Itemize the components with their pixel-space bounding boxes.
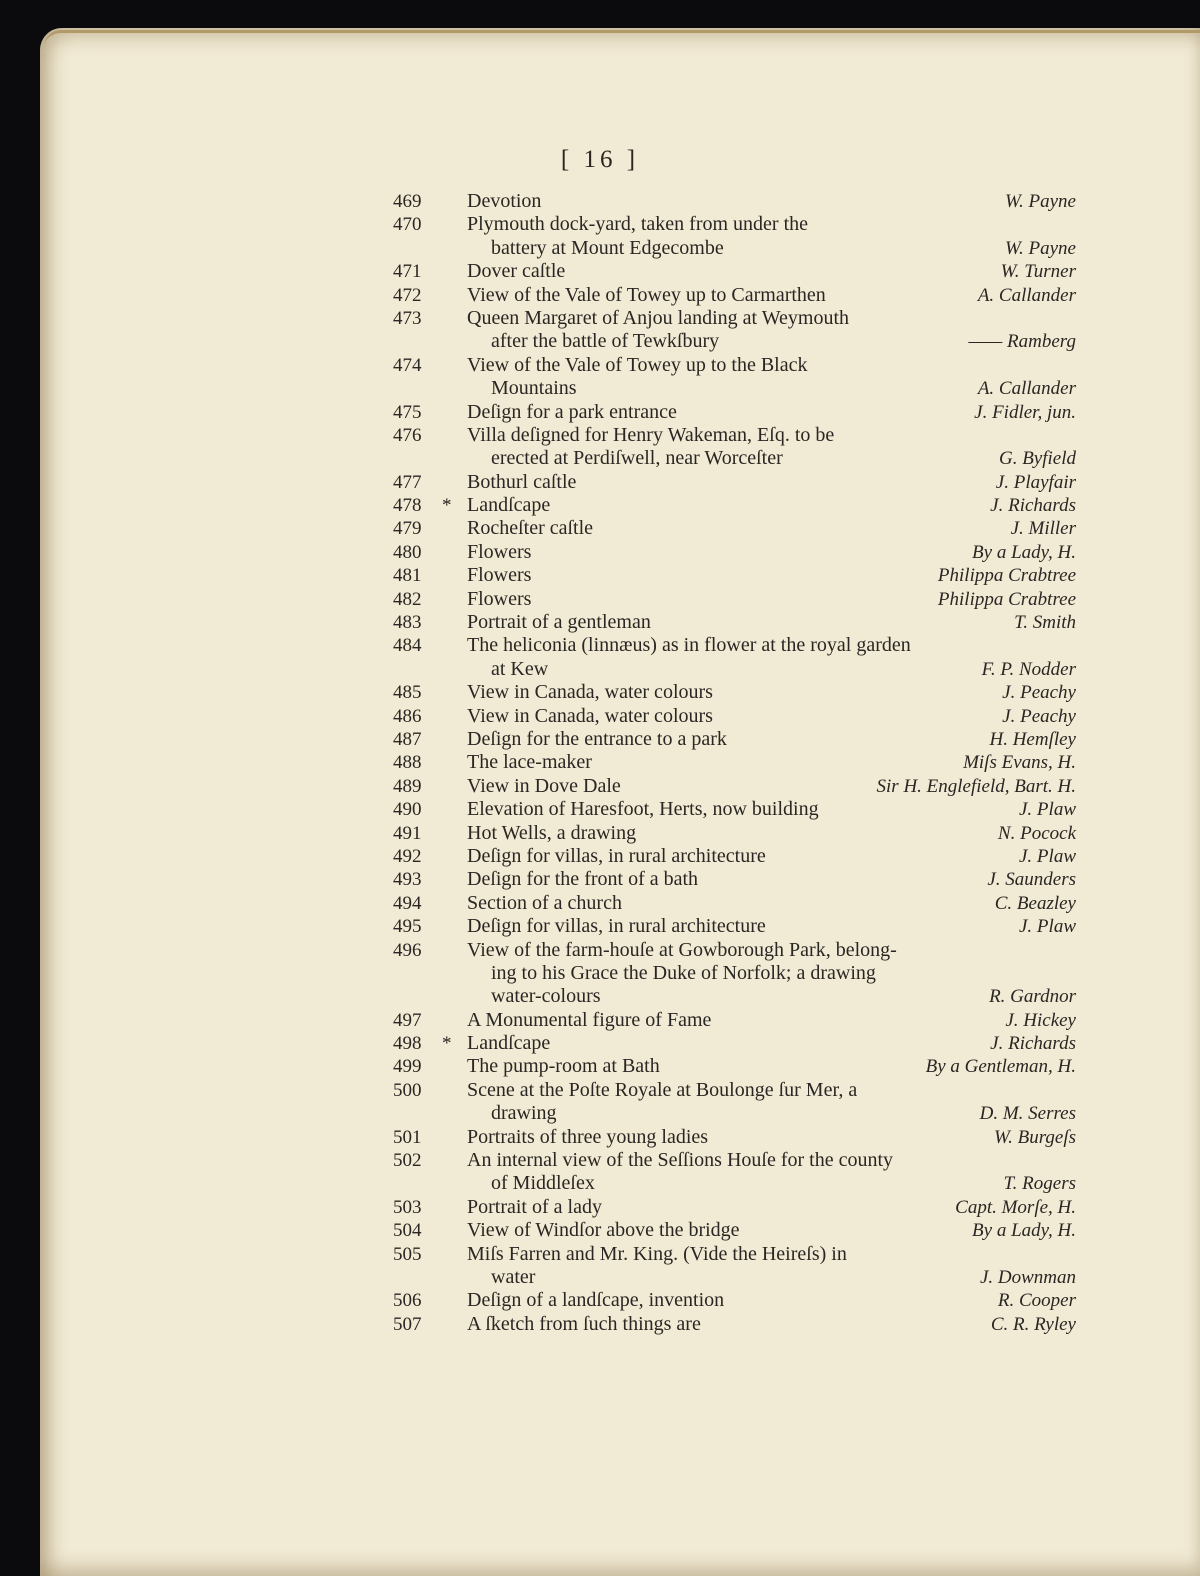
entry-artist: By a Lady, H. [972, 1220, 1076, 1242]
entry-artist: J. Saunders [987, 869, 1076, 891]
entry-number: 478 [393, 495, 422, 517]
entry-number: 472 [393, 284, 422, 306]
entry-number: 476 [393, 424, 422, 446]
entry-title: Villa deſigned for Henry Wakeman, Eſq. to be [467, 423, 835, 446]
entry-title: Deſign for the front of a bath [467, 868, 699, 891]
entry-title: at Kew [491, 657, 549, 680]
entry-line [0, 915, 1200, 938]
entry-number: 485 [393, 682, 422, 704]
catalogue-entry [0, 517, 1200, 540]
entry-title: ing to his Grace the Duke of Norfolk; a drawing [491, 961, 876, 984]
entry-number: 474 [393, 354, 422, 376]
entry-line [0, 1055, 1200, 1078]
entry-line [0, 798, 1200, 821]
entry-line [0, 822, 1200, 845]
catalogue-entry [0, 892, 1200, 915]
entry-number: 482 [393, 588, 422, 610]
entry-number: 477 [393, 471, 422, 493]
entry-number: 506 [393, 1290, 422, 1312]
entry-number: 490 [393, 799, 422, 821]
entry-number: 507 [393, 1313, 422, 1335]
entry-title: View of the Vale of Towey up to Carmarthen [467, 283, 826, 306]
entry-artist: J. Peachy [1002, 682, 1076, 704]
catalogue-entry [0, 1149, 1200, 1196]
entry-title: of Middleſex [491, 1172, 595, 1195]
entry-number: 494 [393, 892, 422, 914]
catalogue-entry [0, 751, 1200, 774]
entry-title: Flowers [467, 587, 532, 610]
entry-artist: C. R. Ryley [990, 1313, 1076, 1335]
entry-number: 502 [393, 1150, 422, 1172]
catalogue-entry [0, 845, 1200, 868]
entry-line [0, 401, 1200, 424]
catalogue-entry [0, 190, 1200, 213]
entry-number: 503 [393, 1196, 422, 1218]
catalogue-entry [0, 915, 1200, 938]
entry-line [0, 985, 1200, 1008]
catalogue-entry [0, 564, 1200, 587]
entry-artist: C. Beazley [994, 892, 1076, 914]
entry-number: 484 [393, 635, 422, 657]
entry-artist: J. Fidler, jun. [974, 401, 1076, 423]
entry-line [0, 751, 1200, 774]
entry-number: 497 [393, 1009, 422, 1031]
catalogue-entry [0, 1009, 1200, 1032]
entry-line [0, 634, 1200, 657]
catalogue-entry [0, 1055, 1200, 1078]
entry-line [0, 939, 1200, 962]
entry-line [0, 541, 1200, 564]
catalogue-entry [0, 822, 1200, 845]
catalogue-entry [0, 401, 1200, 424]
entry-number: 495 [393, 916, 422, 938]
entry-title: Scene at the Poſte Royale at Boulonge ſur Mer, a [467, 1078, 858, 1101]
entry-title: The lace-maker [467, 751, 592, 774]
entry-title: Rocheſter caſtle [467, 517, 594, 540]
catalogue-entry [0, 1126, 1200, 1149]
entry-artist: J. Miller [1010, 518, 1076, 540]
entry-artist: J. Downman [979, 1266, 1076, 1288]
entry-number: 499 [393, 1056, 422, 1078]
entry-line [0, 1009, 1200, 1032]
entry-title: Flowers [467, 540, 532, 563]
entry-title: Elevation of Haresfoot, Herts, now building [467, 798, 819, 821]
entry-artist: By a Lady, H. [972, 541, 1076, 563]
entry-artist: J. Richards [990, 1033, 1076, 1055]
catalogue-entry [0, 775, 1200, 798]
entry-number: 471 [393, 261, 422, 283]
entry-line [0, 728, 1200, 751]
entry-artist: R. Gardnor [989, 986, 1076, 1008]
entry-line [0, 1032, 1200, 1055]
entry-artist: J. Richards [990, 495, 1076, 517]
entry-line [0, 1079, 1200, 1102]
catalogue-entry [0, 471, 1200, 494]
catalogue-entry [0, 541, 1200, 564]
entry-title: Mountains [491, 377, 577, 400]
entry-line [0, 775, 1200, 798]
catalogue-entry [0, 798, 1200, 821]
catalogue-entry [0, 1196, 1200, 1219]
entry-line [0, 1149, 1200, 1172]
entry-line [0, 517, 1200, 540]
entry-number: 481 [393, 565, 422, 587]
entry-artist: Miſs Evans, H. [963, 752, 1076, 774]
entry-number: 501 [393, 1126, 422, 1148]
entry-star-mark: * [442, 1033, 452, 1055]
entry-title: The heliconia (linnæus) as in flower at the royal garden [467, 634, 911, 657]
catalogue-entry [0, 939, 1200, 1009]
entry-artist: J. Peachy [1002, 705, 1076, 727]
entry-line [0, 1172, 1200, 1195]
entry-number: 504 [393, 1220, 422, 1242]
entry-line [0, 284, 1200, 307]
entry-line [0, 1196, 1200, 1219]
entry-number: 483 [393, 612, 422, 634]
entry-title: Hot Wells, a drawing [467, 821, 637, 844]
catalogue-entry [0, 213, 1200, 260]
entry-title: Landſcape [467, 1032, 551, 1055]
entry-artist: T. Rogers [1003, 1173, 1076, 1195]
entry-title: Deſign for a park entrance [467, 400, 677, 423]
entry-artist: W. Turner [1000, 261, 1076, 283]
entry-title: View of the farm-houſe at Gowborough Park, belong- [467, 938, 897, 961]
entry-artist: Capt. Morſe, H. [955, 1196, 1076, 1218]
entry-number: 469 [393, 191, 422, 212]
page-edge [44, 30, 1200, 47]
entry-title: The pump-room at Bath [467, 1055, 660, 1078]
entry-star-mark: * [442, 495, 452, 517]
entry-artist: T. Smith [1014, 612, 1076, 634]
entry-number: 500 [393, 1079, 422, 1101]
entry-number: 489 [393, 775, 422, 797]
entry-title: View in Canada, water colours [467, 681, 713, 704]
entry-number: 486 [393, 705, 422, 727]
entry-line [0, 705, 1200, 728]
catalogue-list [0, 190, 1200, 1336]
entry-line [0, 447, 1200, 470]
entry-title: Flowers [467, 564, 532, 587]
catalogue-entry [0, 588, 1200, 611]
entry-artist: H. Hemſley [989, 728, 1076, 750]
entry-line [0, 588, 1200, 611]
entry-line [0, 190, 1200, 213]
catalogue-entry [0, 307, 1200, 354]
catalogue-entry [0, 1032, 1200, 1055]
entry-artist: A. Callander [977, 284, 1076, 306]
catalogue-entry [0, 868, 1200, 891]
entry-artist: J. Plaw [1019, 799, 1076, 821]
entry-line [0, 564, 1200, 587]
entry-title: Portrait of a lady [467, 1195, 602, 1218]
entry-title: battery at Mount Edgecombe [491, 236, 724, 259]
entry-title: water-colours [491, 985, 601, 1008]
entry-line [0, 845, 1200, 868]
catalogue-entry [0, 681, 1200, 704]
entry-title: View in Dove Dale [467, 774, 621, 797]
entry-title: Deſign for villas, in rural architecture [467, 844, 766, 867]
catalogue-entry [0, 260, 1200, 283]
entry-artist: R. Cooper [997, 1290, 1076, 1312]
entry-artist: —— Ramberg [968, 331, 1076, 353]
entry-title: Bothurl caſtle [467, 470, 577, 493]
entry-number: 492 [393, 845, 422, 867]
catalogue-entry [0, 1079, 1200, 1126]
entry-title: after the battle of Tewkſbury [491, 330, 720, 353]
catalogue-entry [0, 634, 1200, 681]
catalogue-entry [0, 424, 1200, 471]
entry-title: Landſcape [467, 494, 551, 517]
entry-number: 480 [393, 541, 422, 563]
entry-artist: Sir H. Englefield, Bart. H. [876, 775, 1076, 797]
entry-line [0, 962, 1200, 985]
catalogue-entry [0, 1219, 1200, 1242]
entry-number: 498 [393, 1033, 422, 1055]
entry-artist: Philippa Crabtree [937, 565, 1076, 587]
entry-line [0, 307, 1200, 330]
entry-artist: W. Payne [1004, 237, 1076, 259]
entry-line [0, 1266, 1200, 1289]
entry-line [0, 424, 1200, 447]
entry-title: View in Canada, water colours [467, 704, 713, 727]
entry-number: 470 [393, 214, 422, 236]
catalogue-entry [0, 284, 1200, 307]
entry-artist: By a Gentleman, H. [925, 1056, 1076, 1078]
entry-title: Plymouth dock-yard, taken from under the [467, 213, 809, 236]
entry-line [0, 260, 1200, 283]
entry-line [0, 681, 1200, 704]
catalogue-entry [0, 1243, 1200, 1290]
entry-line [0, 494, 1200, 517]
entry-artist: J. Plaw [1019, 916, 1076, 938]
entry-artist: Philippa Crabtree [937, 588, 1076, 610]
entry-title: Dover caſtle [467, 260, 566, 283]
entry-line [0, 1219, 1200, 1242]
entry-line [0, 1289, 1200, 1312]
entry-number: 473 [393, 307, 422, 329]
entry-number: 487 [393, 728, 422, 750]
entry-title: Section of a church [467, 891, 622, 914]
entry-number: 491 [393, 822, 422, 844]
page-header: [ 16 ] [560, 146, 640, 173]
catalogue-entry [0, 1313, 1200, 1336]
entry-title: Devotion [467, 190, 542, 212]
entry-line [0, 377, 1200, 400]
catalogue-entry [0, 1289, 1200, 1312]
entry-artist: W. Payne [1004, 191, 1076, 212]
entry-artist: F. P. Nodder [981, 658, 1076, 680]
entry-line [0, 354, 1200, 377]
entry-title: Deſign for villas, in rural architecture [467, 915, 766, 938]
entry-line [0, 658, 1200, 681]
entry-number: 488 [393, 752, 422, 774]
entry-title: erected at Perdiſwell, near Worceſter [491, 447, 783, 470]
entry-line [0, 330, 1200, 353]
entry-line [0, 892, 1200, 915]
entry-number: 496 [393, 939, 422, 961]
entry-artist: J. Playfair [995, 471, 1076, 493]
entry-artist: J. Plaw [1019, 845, 1076, 867]
entry-title: Queen Margaret of Anjou landing at Weymouth [467, 306, 850, 329]
entry-number: 493 [393, 869, 422, 891]
entry-title: Miſs Farren and Mr. King. (Vide the Heireſs) in [467, 1242, 847, 1265]
entry-title: A Monumental figure of Fame [467, 1008, 712, 1031]
entry-title: Portraits of three young ladies [467, 1125, 709, 1148]
entry-artist: J. Hickey [1005, 1009, 1076, 1031]
entry-title: A ſketch from ſuch things are [467, 1312, 701, 1335]
entry-number: 479 [393, 518, 422, 540]
entry-line [0, 868, 1200, 891]
entry-title: View of the Vale of Towey up to the Black [467, 353, 808, 376]
entry-number: 475 [393, 401, 422, 423]
entry-line [0, 1243, 1200, 1266]
entry-artist: G. Byfield [998, 448, 1076, 470]
entry-line [0, 1313, 1200, 1336]
entry-line [0, 611, 1200, 634]
catalogue-entry [0, 611, 1200, 634]
entry-artist: W. Burgeſs [994, 1126, 1076, 1148]
entry-title: Portrait of a gentleman [467, 611, 651, 634]
entry-title: An internal view of the Seſſions Houſe for the county [467, 1149, 894, 1172]
entry-number: 505 [393, 1243, 422, 1265]
catalogue-entry [0, 494, 1200, 517]
entry-title: Deſign of a landſcape, invention [467, 1289, 725, 1312]
catalogue-entry [0, 705, 1200, 728]
entry-line [0, 1102, 1200, 1125]
entry-line [0, 471, 1200, 494]
entry-artist: D. M. Serres [979, 1103, 1076, 1125]
entry-artist: A. Callander [977, 378, 1076, 400]
catalogue-entry [0, 728, 1200, 751]
catalogue-entry [0, 354, 1200, 401]
entry-title: Deſign for the entrance to a park [467, 727, 727, 750]
entry-line [0, 213, 1200, 236]
entry-title: water [491, 1265, 536, 1288]
entry-line [0, 1126, 1200, 1149]
entry-line [0, 237, 1200, 260]
entry-title: drawing [491, 1102, 557, 1125]
entry-artist: N. Pocock [997, 822, 1076, 844]
entry-title: View of Windſor above the bridge [467, 1219, 740, 1242]
